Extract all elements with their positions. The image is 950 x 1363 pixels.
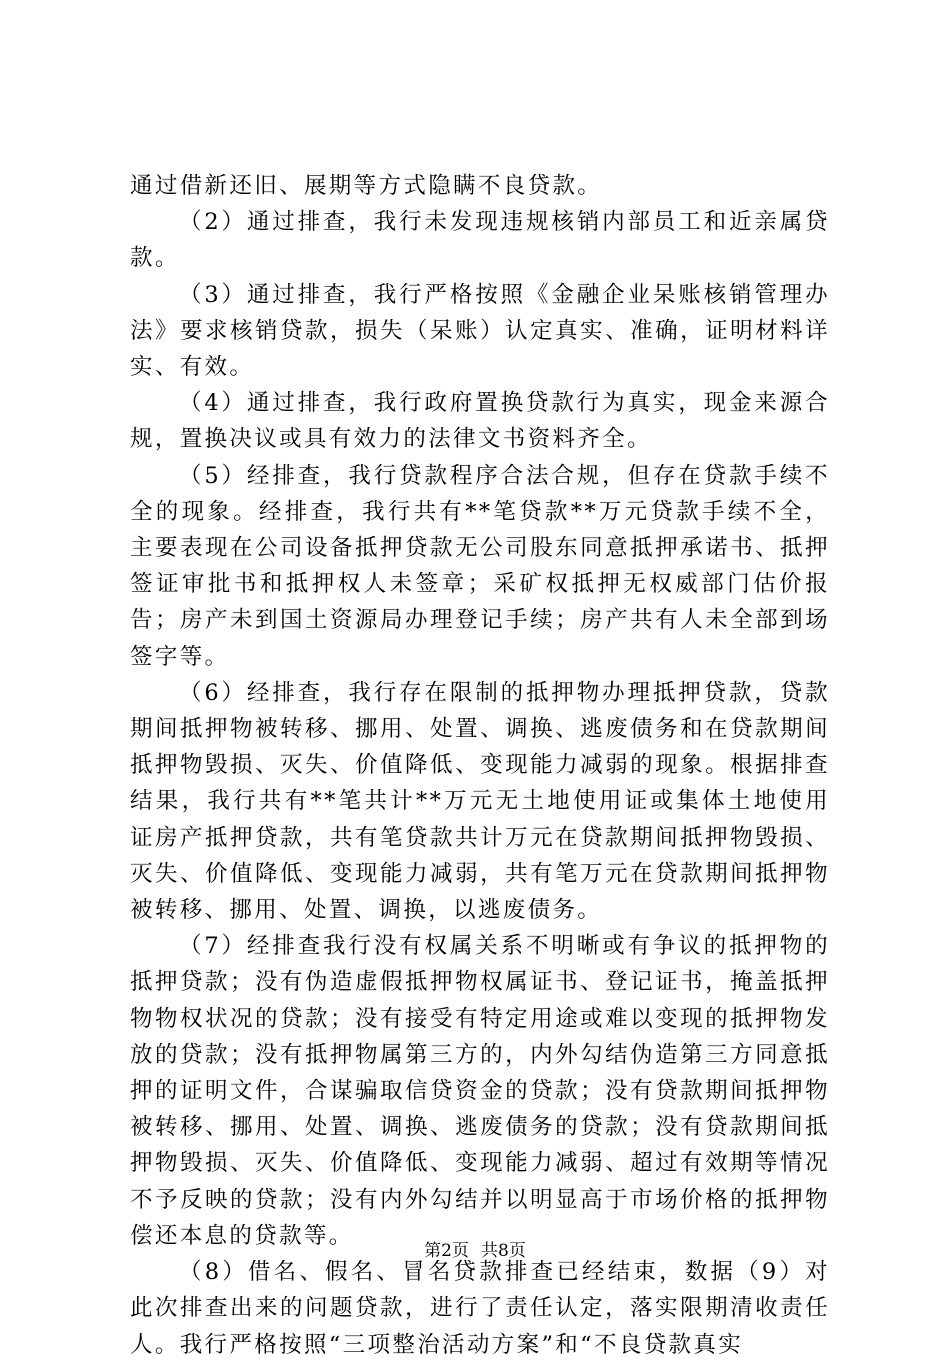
paragraph-item-4: （4）通过排查，我行政府置换贷款行为真实，现金来源合规，置换决议或具有效力的法律文书资料齐全。 bbox=[130, 390, 830, 453]
page-footer bbox=[0, 1240, 950, 1262]
page-number: 第2页 bbox=[424, 1241, 469, 1261]
page-total: 共8页 bbox=[481, 1241, 526, 1261]
paragraph-item-7: （7）经排查我行没有权属关系不明晰或有争议的抵押物的抵押贷款；没有伪造虚假抵押物权属证书、登记证书，掩盖抵押物物权状况的贷款；没有接受有特定用途或难以变现的抵押物发放的贷款；没有抵押物属第三方的，内外勾结伪造第三方同意抵押的证明文件，合谋骗取信贷资金的贷款；没有贷款期间抵押物被转移、挪用、处置、调换、逃废债务的贷款；没有贷款期间抵押物毁损、灭失、价值降低、变现能力减弱、超过有效期等情况不予反映的贷款；没有内外勾结并以明显高于市场价格的抵押物偿还本息的贷款等。 bbox=[130, 933, 830, 1249]
document-body bbox=[130, 168, 830, 1363]
paragraph-item-6: （6）经排查，我行存在限制的抵押物办理抵押贷款，贷款期间抵押物被转移、挪用、处置、调换、逃废债务和在贷款期间抵押物毁损、灭失、价值降低、变现能力减弱的现象。根据排查结果，我行共有**笔共计**万元无土地使用证或集体土地使用证房产抵押贷款，共有笔贷款共计万元在贷款期间抵押物毁损、灭失、价值降低、变现能力减弱，共有笔万元在贷款期间抵押物被转移、挪用、处置、调换，以逃废债务。 bbox=[130, 679, 830, 924]
paragraph-item-3: （3）通过排查，我行严格按照《金融企业呆账核销管理办法》要求核销贷款，损失（呆账）认定真实、准确，证明材料详实、有效。 bbox=[130, 281, 830, 381]
paragraph-item-5: （5）经排查，我行贷款程序合法合规，但存在贷款手续不全的现象。经排查，我行共有**笔贷款**万元贷款手续不全，主要表现在公司设备抵押贷款无公司股东同意抵押承诺书、抵押签证审批书和抵押权人未签章；采矿权抵押无权威部门估价报告；房产未到国土资源局办理登记手续；房产共有人未全部到场签字等。 bbox=[130, 462, 830, 670]
paragraph-item-2: （2）通过排查，我行未发现违规核销内部员工和近亲属贷款。 bbox=[130, 209, 830, 272]
paragraph-continuation: 通过借新还旧、展期等方式隐瞒不良贷款。 bbox=[130, 173, 603, 199]
paragraph-item-8: （8）借名、假名、冒名贷款排查已经结束，数据（9）对此次排查出来的问题贷款，进行了责任认定，落实限期清收责任人。我行严格按照“三项整治活动方案”和“不良贷款真实 bbox=[130, 1259, 830, 1358]
